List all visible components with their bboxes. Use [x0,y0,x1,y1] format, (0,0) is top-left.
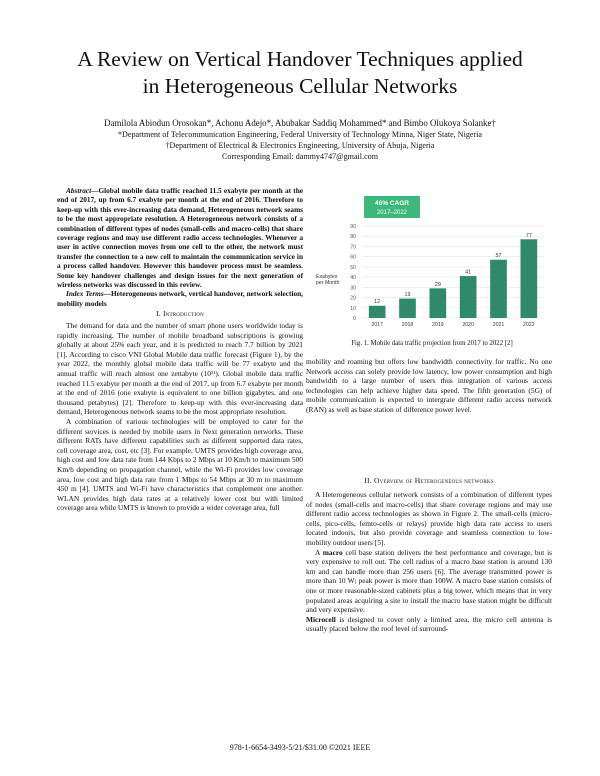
chart-y-tick-label: 40 [350,275,356,282]
chart-y-tick-label: 80 [350,234,356,241]
macro-term: macro [322,547,343,557]
chart-bar-value-label: 12 [374,299,381,306]
chart-x-tick-label: 2019 [432,322,444,328]
cagr-badge-line-2: 2017–2022 [376,210,408,216]
chart-x-tick-label: 2018 [401,322,414,328]
chart-bar-value-label: 57 [495,253,502,260]
index-terms-lead: Index Terms [66,289,104,299]
abstract-lead: Abstract [66,186,92,195]
chart-y-tick-label: 10 [350,305,356,312]
chart-y-tick-label: 30 [350,285,356,292]
corresponding-email: Corresponding Email: dammy4747@gmail.com [221,152,379,161]
chart-bar-value-label: 77 [525,232,532,239]
right-column-bottom: A Heterogeneous cellular network consists of a combination of different types of nodes (small-cells and macro-cells) that share coverage regions and may use different radio access technologies as shown in Figure 2. The small-cells (micro-cells, pico-cells, femto-cells or relays) provide high data rate access to users located indoors, but also provide coverage and seamless connection to low-mobility outdoor users [5]. A macro cell base station delivers the best performance and coverage, but is very expensive to roll out. The cell radius of a macro base station is around 130 km and can handle more than 256 users [6]. The average transmitted power is more than 10 W; peak power is more than 100W. A macro base station consists of one or more reasonable-sized cabinets plus a big tower, which means that in very populated areas acquiring a site to install the macro base station might be difficult and very expensive. Microcell is designed to cover only a limited area, the micro cell antenna is usually placed below the roof level of surround- [306,490,552,634]
intro-paragraph-1: The demand for data and the number of smart phone users worldwide today is rapidly increasing. The number of mobile broadband subscriptions is growing globally at about 25% each year, and it is predicted to reach 7.7 billion by 2021 [1]. According to cisco VNI Global Mobile data traffic forecast (Figure 1), by the year 2022, the monthly global mobile data traffic will be 77 exabyte and the annual traffic will reach almost one zettabyte (10²¹). Global mobile data traffic reached 11.5 exabyte per month at the end of 2017, up from 6.7 exabyte per month at the end of 2016 (one exabyte is equivalent to one billion gigabytes, and one thousand petabytes) [2]. Therefore to keep-up with this ever-increasing data demand, Heterogeneous network seams to be the most appropriate resolution. [57,321,303,417]
chart-bar [490,260,507,318]
figure-caption: Fig. 1. Mobile data traffic projection from 2017 to 2022 [2] [351,340,513,347]
overview-paragraph-1: A Heterogeneous cellular network consists of a combination of different types of nodes (small-cells and macro-cells) that share coverage regions and may use different radio access technologies as shown in Figure 2. The small-cells (micro-cells, pico-cells, femto-cells or relays) provide high data rate access to users located indoors, but also provide coverage and seamless connection to low-mobility outdoor users [5]. [306,490,552,547]
title-line-2: in Heterogeneous Cellular Networks [142,74,458,98]
chart-y-ticks [350,224,356,322]
chart-bar [429,288,446,318]
overview-paragraph-2: cell base station delivers the best performance and coverage, but is very expensive to roll out. The cell radius of a macro base station is around 130 km and can handle more than 256 users [6]. The average transmitted power is more than 10 W; peak power is more than 100W. A macro base station consists of one or more reasonable-sized cabinets plus a big tower, which means that in very populated areas acquiring a site to install the macro base station might be difficult and very expensive. [306,547,552,615]
intro-paragraph-3: mobility and roaming but offers low bandwidth connectivity for traffic. No one Network access can solely provide low latency, low power consumption and high bandwidth to a large number of users thus integration of various access technologies can help achieve higher data speed. The fifth generation (5G) of mobile communication is expected to intergrate different radio access network (RAN) as well as base station of difference power level. [306,357,552,414]
author-list: Damilola Abiodun Orosokan*, Achonu Adejo*, Abubakar Saddiq Mohammed* and Bimbo Olukoya Solanke† [104,118,496,128]
abstract [57,186,303,308]
cagr-badge-line-1: 46% CAGR [375,200,409,207]
chart-x-tick-label: 2017 [371,322,383,328]
chart-bar-value-label: 29 [434,281,441,288]
affiliation-1: *Department of Telecommunication Engineering, Federal University of Technology Minna, Niger State, Nigeria [117,130,483,139]
chart-y-tick-label: 20 [350,295,356,302]
right-column-top [306,357,552,469]
microcell-term: Microcell [306,614,336,624]
affiliation-2: †Department of Electrical & Electronics Engineering, University of Abuja, Nigeria [165,141,435,150]
chart-x-tick-label: 2021 [492,322,505,328]
overview-paragraph-3: is designed to cover only a limited area, the micro cell antenna is usually placed below the roof level of surround- [306,614,552,634]
chart-bar-labels [374,233,532,305]
chart-bar-value-label: 19 [404,292,411,299]
section-heading-overview: II. Overview of Heterogeneous networks [364,476,494,485]
title-line-1: A Review on Vertical Handover Techniques applied [77,47,523,71]
chart-bar-value-label: 41 [465,269,472,276]
left-column [57,321,303,733]
traffic-bar-chart [312,190,552,330]
chart-y-axis-label: Exabytes per Month [316,274,340,286]
section-heading-introduction: I. Introduction [156,309,204,318]
abstract-text: —Global mobile data traffic reached 11.5 exabyte per month at the end of 2017, up from 6.7 exabyte per month at the end of 2016. Therefore to keep-up with this ever-increasing data demand, Heterogeneous network seams to be the most appropriate resolution. A Heterogeneous network consists of a combination of different types of nodes (small-cells and macro-cells) that share coverage regions and may use different radio access technologies. Whenever a user in active connection moves from one cell to the other, the network must transfer the connection to a new cell to maintain the communication service in a process called handover. However this handover process must be seamless. Some key handover challenges and design issues for the next generation of wireless networks was discussed in this review. [57,186,303,290]
copyright-footer: 978-1-6654-3493-5/21/$31.00 ©2021 IEEE [229,743,371,752]
intro-paragraph-2: A combination of various technologies will be employed to cater for the different services is needed by mobile users in Next generation networks. These different RATs have different capabilities such as different supported data rates, cell coverage area, cost, etc [3]. For example, UMTS provides high coverage area, high cost and low data rate from 144 Kbps to 2 Mbps at 10 Km/h to maximum 500 Km/h depending on propagation channel, while the Wi-Fi provides low coverage area, low cost and high data rate from 1 Mbps to 54 Mbps at 30 m to maximum 450 m [4]. UMTS and Wi-Fi have characteristics that complement one another. WLAN provides high data rates at a relatively lower cost but with limited coverage area while UMTS is known to provide a wider coverage area, full [57,416,303,513]
chart-gridlines [362,226,544,318]
chart-bar [399,299,416,318]
chart-x-tick-label: 2020 [462,322,474,328]
chart-y-tick-label: 60 [350,254,356,261]
chart-x-tick-label: 2022 [523,322,535,328]
chart-bar [369,306,386,318]
paper-title [30,46,570,100]
chart-y-tick-label: 50 [350,264,356,271]
chart-y-tick-label: 70 [350,244,356,251]
chart-bar [520,239,537,318]
index-terms-text: —Heterogeneous network, vertical handover, network selection, mobility models [57,289,304,308]
chart-y-tick-label: 90 [350,224,356,230]
chart-bar [460,276,477,318]
chart-bars [369,239,537,318]
chart-y-tick-label: 0 [353,316,356,322]
chart-x-ticks [371,322,534,328]
